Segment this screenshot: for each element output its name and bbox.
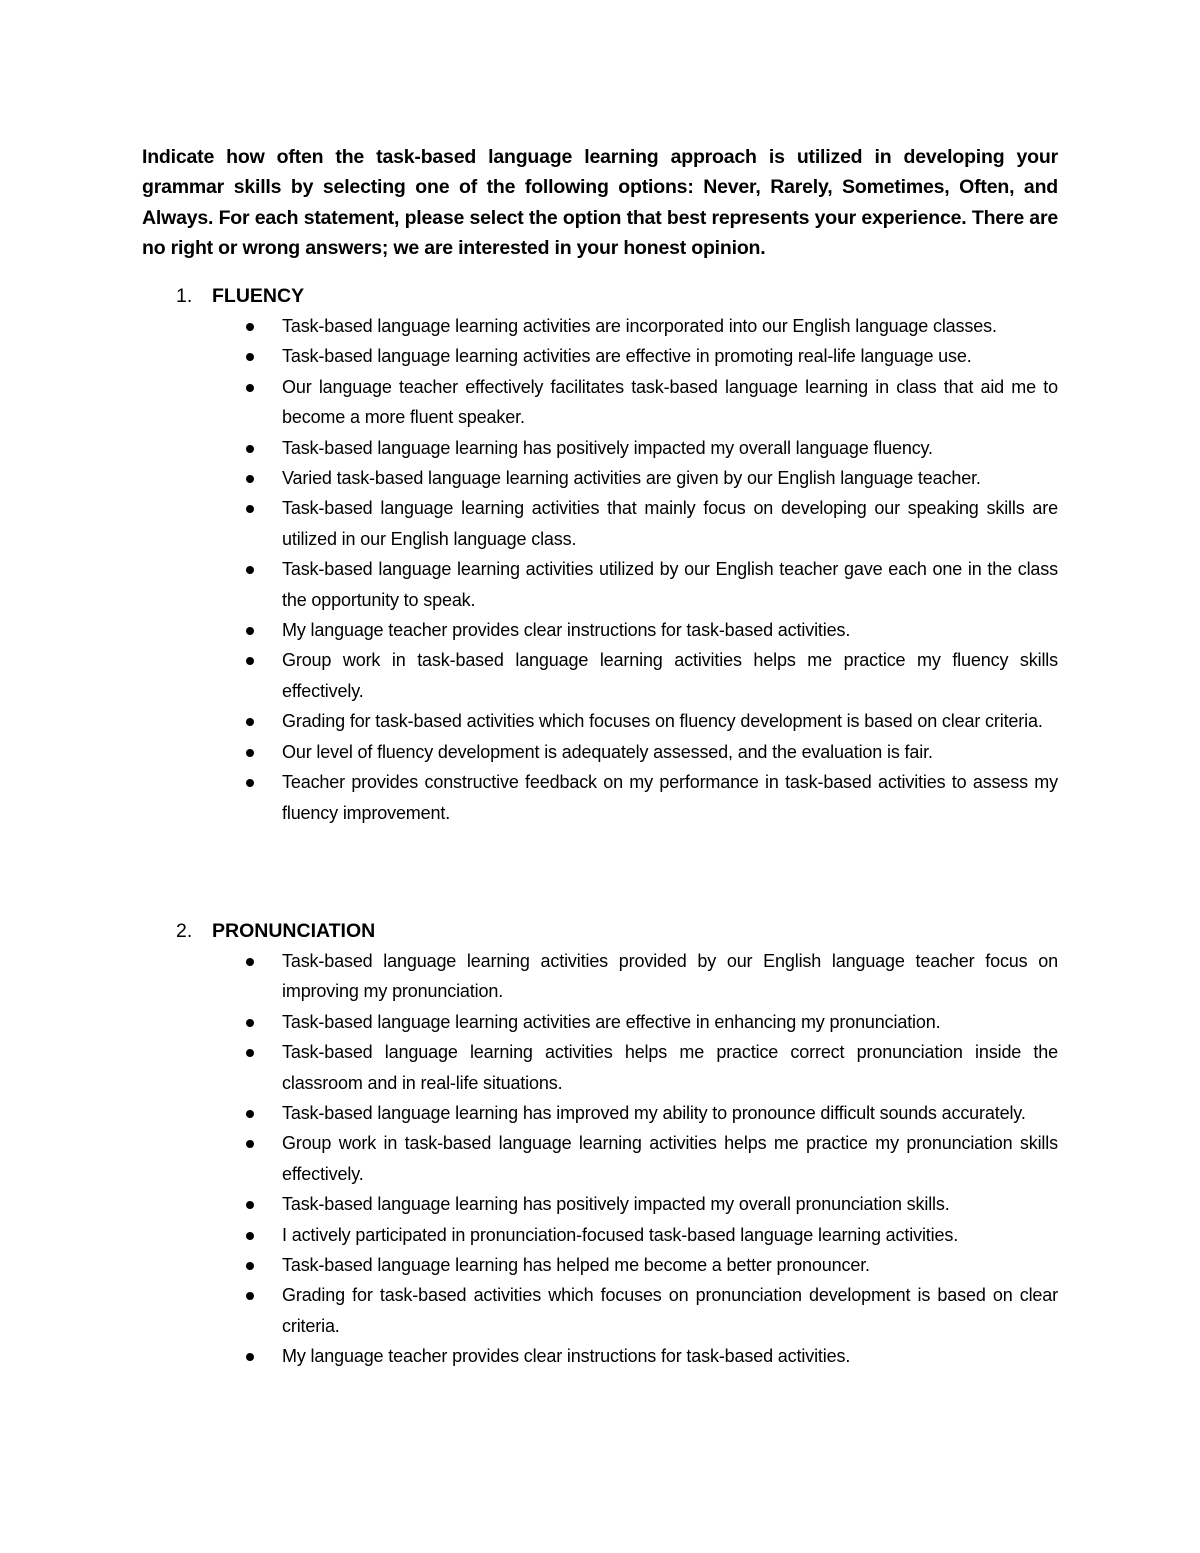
statement-item [176, 1341, 1058, 1371]
statement-text: Task-based language learning activities are effective in enhancing my pronunciation. [282, 1011, 941, 1032]
bullet-icon [246, 749, 254, 757]
statement-item [176, 341, 1058, 371]
statement-text: Task-based language learning has positively impacted my overall pronunciation skills. [282, 1194, 950, 1215]
statement-text: Task-based language learning activities provided by our English language teacher focus on improving my pronunciation. [282, 951, 1058, 1002]
statement-text: Task-based language learning has helped me become a better pronouncer. [282, 1255, 870, 1276]
statement-item [176, 645, 1058, 706]
statement-item [176, 311, 1058, 341]
bullet-icon [246, 1110, 254, 1118]
statement-item [176, 463, 1058, 493]
bullet-icon [246, 627, 254, 635]
section-title: PRONUNCIATION [212, 920, 376, 942]
statement-item [176, 706, 1058, 736]
statement-list [176, 946, 1058, 1372]
bullet-icon [246, 718, 254, 726]
statement-text: Task-based language learning activities are effective in promoting real-life language use. [282, 346, 972, 367]
statement-item [176, 1098, 1058, 1128]
bullet-icon [246, 1292, 254, 1300]
statement-item [176, 433, 1058, 463]
bullet-icon [246, 323, 254, 331]
section-pronunciation [176, 916, 1058, 1372]
statement-item [176, 372, 1058, 433]
statement-item [176, 1250, 1058, 1280]
statement-item [176, 1037, 1058, 1098]
statement-item [176, 493, 1058, 554]
section-number: 1. [176, 285, 193, 307]
statement-text: Task-based language learning activities that mainly focus on developing our speaking skills are utilized in our English language class. [282, 498, 1058, 549]
statement-text: Teacher provides constructive feedback on my performance in task-based activities to assess my fluency improvement. [282, 772, 1058, 823]
statement-text: Task-based language learning has improved my ability to pronounce difficult sounds accurately. [282, 1103, 1026, 1124]
statement-item [176, 1280, 1058, 1341]
statement-item [176, 1189, 1058, 1219]
section-number: 2. [176, 920, 193, 942]
statement-text: Group work in task-based language learning activities helps me practice my fluency skills effectively. [282, 650, 1058, 701]
bullet-icon [246, 1353, 254, 1361]
section-heading [176, 916, 1058, 946]
statement-item [176, 554, 1058, 615]
statement-item [176, 737, 1058, 767]
bullet-icon [246, 384, 254, 392]
statement-text: Our level of fluency development is adequately assessed, and the evaluation is fair. [282, 741, 933, 762]
section-fluency [176, 281, 1058, 828]
statement-item [176, 767, 1058, 828]
statement-item [176, 1220, 1058, 1250]
statement-list [176, 311, 1058, 828]
statement-item [176, 1128, 1058, 1189]
statement-text: My language teacher provides clear instructions for task-based activities. [282, 1346, 851, 1367]
statement-text: Task-based language learning activities helps me practice correct pronunciation inside the classroom and in real-life situations. [282, 1042, 1058, 1093]
bullet-icon [246, 1019, 254, 1027]
bullet-icon [246, 1049, 254, 1057]
bullet-icon [246, 1262, 254, 1270]
bullet-icon [246, 1201, 254, 1209]
bullet-icon [246, 353, 254, 361]
statement-text: Grading for task-based activities which focuses on pronunciation development is based on clear criteria. [282, 1285, 1058, 1336]
statement-text: My language teacher provides clear instructions for task-based activities. [282, 620, 851, 641]
bullet-icon [246, 566, 254, 574]
statement-text: I actively participated in pronunciation-focused task-based language learning activities. [282, 1224, 959, 1245]
statement-text: Varied task-based language learning activities are given by our English language teacher. [282, 468, 981, 489]
section-title: FLUENCY [212, 285, 305, 307]
bullet-icon [246, 657, 254, 665]
statement-text: Our language teacher effectively facilitates task-based language learning in class that aid me to become a more fluent speaker. [282, 376, 1058, 428]
instructions-paragraph: Indicate how often the task-based language learning approach is utilized in developing your grammar skills by selecting one of the following options: Never, Rarely, Sometimes, Often, and Always. For each statement, please select the option that best represents your experience. There are no right or wrong answers; we are interested in your honest opinion. [142, 146, 1058, 260]
bullet-icon [246, 445, 254, 453]
bullet-icon [246, 1140, 254, 1148]
section-heading [176, 281, 1058, 311]
statement-text: Group work in task-based language learning activities helps me practice my pronunciation skills effectively. [282, 1133, 1058, 1184]
statement-text: Task-based language learning has positively impacted my overall language fluency. [282, 437, 933, 458]
bullet-icon [246, 475, 254, 483]
statement-item [176, 946, 1058, 1007]
bullet-icon [246, 958, 254, 966]
statement-text: Task-based language learning activities utilized by our English teacher gave each one in the class the opportunity to speak. [282, 559, 1058, 610]
statement-item [176, 1007, 1058, 1037]
statement-item [176, 615, 1058, 645]
bullet-icon [246, 1232, 254, 1240]
statement-text: Task-based language learning activities are incorporated into our English language classes. [282, 316, 997, 336]
bullet-icon [246, 505, 254, 513]
bullet-icon [246, 779, 254, 787]
statement-text: Grading for task-based activities which focuses on fluency development is based on clear criteria. [282, 711, 1043, 732]
